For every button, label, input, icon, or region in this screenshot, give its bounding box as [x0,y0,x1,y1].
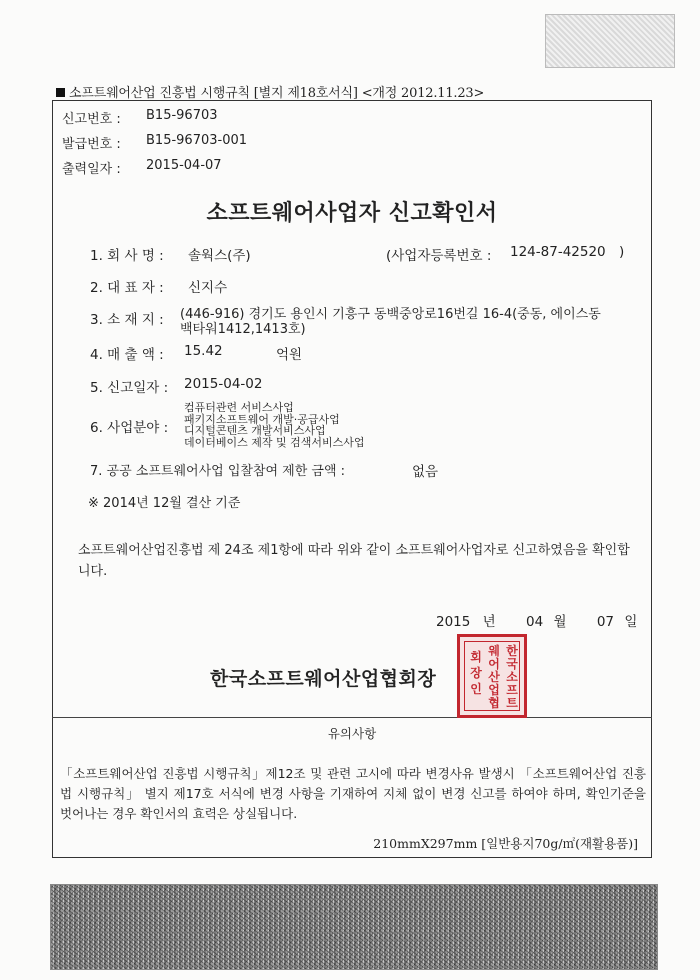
report-date-label: 5. 신고일자 : [90,380,169,396]
company-label: 1. 회 사 명 : [90,248,164,264]
form-reference [56,82,484,101]
square-bullet-icon [56,88,65,97]
year-unit: 년 [482,614,496,630]
security-pattern [50,884,658,970]
divider [52,717,652,718]
business-field-label: 6. 사업분야 : [90,420,169,436]
business-field-list [184,402,365,448]
bizno-close: ) [619,244,625,260]
addr-line2: 백타워1412,1413호) [180,322,306,337]
print-date-label: 출력일자 : [62,162,121,177]
confirmation-statement: 소프트웨어산업진흥법 제 24조 제1항에 따라 위와 같이 소프트웨어사업자로 신고하였음을 확인합니다. [78,543,630,579]
issue-year: 2015 [436,614,471,630]
notice-title: 유의사항 [327,726,377,741]
issue-day: 07 [596,614,615,630]
list-item: 컴퓨터관련 서비스사업 [184,401,294,414]
document-title: 소프트웨어사업자 신고확인서 [206,201,498,226]
day-unit: 일 [624,614,638,630]
bid-limit: 없음 [412,464,439,480]
report-no-label: 신고번호 : [62,112,121,127]
form-reference-text: 소프트웨어산업 진흥법 시행규칙 [별지 제18호서식] <개정 2012.11.23> [69,86,485,101]
sales-label: 4. 매 출 액 : [90,347,164,363]
company-name: 솔웍스(주) [188,248,251,264]
list-item: 패키지소프트웨어 개발·공급사업 [184,412,340,426]
issue-no: B15-96703-001 [146,133,248,148]
rep-label: 2. 대 표 자 : [90,280,164,296]
sales-unit: 억원 [276,347,303,363]
paper-spec: 210mmX297mm [일반용지70g/㎡(재활용품)] [373,836,638,851]
report-no: B15-96703 [146,108,218,123]
issue-date [436,610,637,630]
list-item: 디지털콘텐츠 개발서비스사업 [184,424,326,437]
addr-line1: (446-916) 경기도 용인시 기흥구 동백중앙로16번길 16-4(중동, 에이스동 [180,307,601,322]
basis-note: ※ 2014년 12월 결산 기준 [88,496,241,511]
list-item: 데이터베이스 제작 및 검색서비스사업 [184,435,365,449]
security-mark [545,14,675,68]
issue-no-label: 발급번호 : [62,137,121,152]
print-date: 2015-04-07 [146,158,222,173]
rep-name: 신지수 [188,280,228,296]
month-unit: 월 [553,614,567,630]
bizno-label: (사업자등록번호 : [386,248,492,264]
issuer-name: 한국소프트웨어산업협회장 [210,668,437,690]
addr-label: 3. 소 재 지 : [90,312,164,328]
sales-value: 15.42 [184,343,223,359]
issue-month: 04 [526,614,544,630]
bizno: 124-87-42520 [510,244,606,260]
report-date: 2015-04-02 [184,376,263,392]
notice-body: 「소프트웨어산업 진흥법 시행규칙」제12조 및 관련 고시에 따라 변경사유 발생시 「소프트웨어산업 진흥법 시행규칙」 별지 제17호 서식에 변경 사항을 기재하여 지체 없이 변경 신고를 하여야 하며, 확인기준을 벗어나는 경우 확인서의 효력은 상실됩니다. [60,766,646,821]
bid-limit-label: 7. 공공 소프트웨어사업 입찰참여 제한 금액 : [90,464,346,479]
official-seal: 한 국 소 프 트 웨 어 산 업 협 회 장 인 [457,634,527,718]
